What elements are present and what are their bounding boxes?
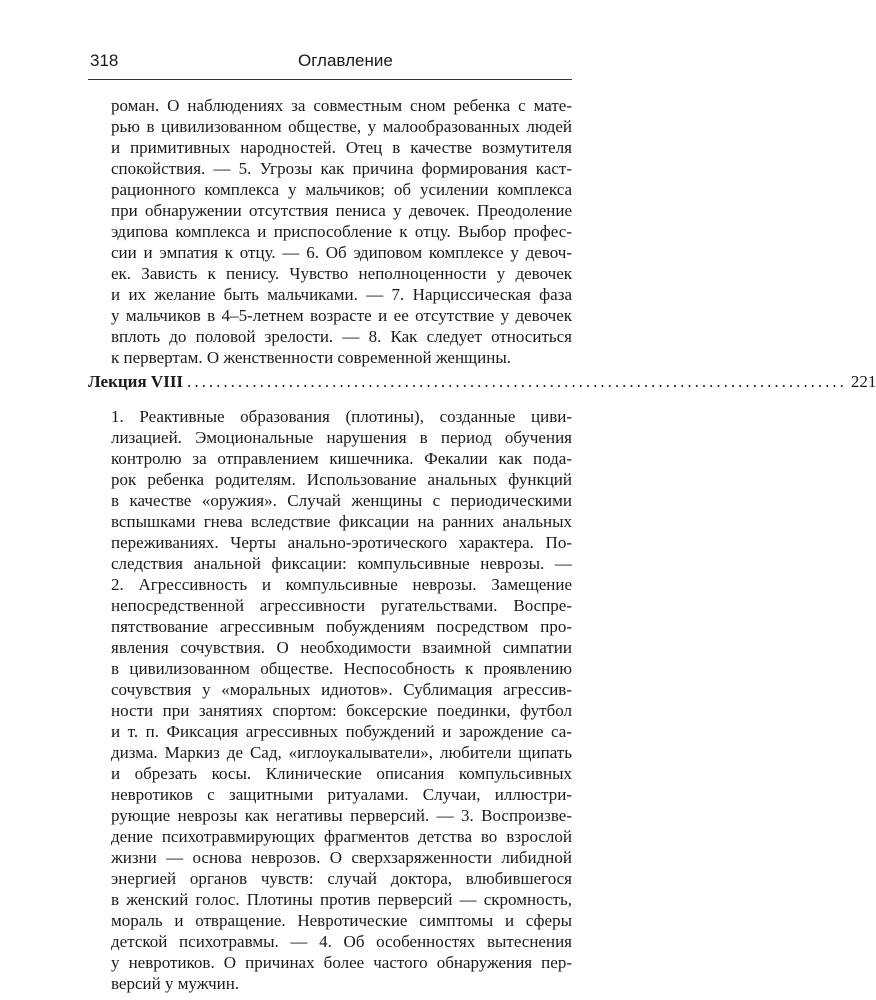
text-line: ности при занятиях спортом: боксерские поединки, футбол [111, 701, 572, 720]
header-rule [88, 79, 572, 80]
text-line: роман. О наблюдениях за совместным сном ребенка с мате- [111, 96, 572, 115]
running-head: Оглавление [298, 51, 393, 70]
text-line: в цивилизованном обществе. Неспособность к проявлению [111, 659, 572, 678]
text-line: при обнаружении отсутствия пениса у девочек. Преодоление [111, 201, 572, 220]
text-line: у невротиков. О причинах более частого обнаружения пер- [111, 953, 572, 972]
text-line: в женский голос. Плотины против перверсий — скромность, [111, 890, 572, 909]
toc-dot-leader: ........................................................................................... [187, 372, 847, 391]
text-line: спокойствия. — 5. Угрозы как причина формирования каст- [111, 159, 572, 178]
continuation-paragraph [111, 95, 572, 368]
text-line: и обрезать косы. Клинические описания компульсивных [111, 764, 572, 783]
text-line: сочувствия у «моральных идиотов». Сублимация агрессив- [111, 680, 572, 699]
text-line: дение психотравмирующих фрагментов детства во взрослой [111, 827, 572, 846]
text-line: вспышками гнева вследствие фиксации на ранних анальных [111, 512, 572, 531]
text-line: в качестве «оружия». Случай женщины с периодическими [111, 491, 572, 510]
text-line: невротиков с защитными ритуалами. Случаи, иллюстри- [111, 785, 572, 804]
text-line: рок ребенка родителям. Использование анальных функций [111, 470, 572, 489]
text-line: пятствование агрессивным побуждениям посредством про- [111, 617, 572, 636]
text-line: и примитивных народностей. Отец в качестве возмутителя [111, 138, 572, 157]
text-line: контролю за отправлением кишечника. Фекалии как пода- [111, 449, 572, 468]
page-number: 318 [90, 51, 119, 70]
text-line: следствия анальной фиксации: компульсивные неврозы. — [111, 554, 572, 573]
toc-entry-lecture-8 [88, 371, 876, 392]
toc-entry-title: Лекция VIII [88, 372, 184, 391]
text-line: и т. п. Фиксация агрессивных побуждений и зарождение са- [111, 722, 572, 741]
text-line: энергией органов чувств: случай доктора, влюбившегося [111, 869, 572, 888]
text-line: 2. Агрессивность и компульсивные неврозы. Замещение [111, 575, 572, 594]
text-line: лизацией. Эмоциональные нарушения в период обучения [111, 428, 572, 447]
text-line: рующие неврозы как негативы перверсий. — 3. Воспроизве- [111, 806, 572, 825]
text-line: рационного комплекса у мальчиков; об усилении комплекса [111, 180, 572, 199]
text-line: детской психотравмы. — 4. Об особенностях вытеснения [111, 932, 572, 951]
text-line: эдипова комплекса и приспособление к отцу. Выбор профес- [111, 222, 572, 241]
text-line: вплоть до половой зрелости. — 8. Как следует относиться [111, 327, 572, 346]
text-line: и их желание быть мальчиками. — 7. Нарциссическая фаза [111, 285, 572, 304]
toc-page-number: 221 [850, 372, 876, 391]
text-line: версий у мужчин. [111, 974, 240, 993]
text-line: ек. Зависть к пенису. Чувство неполноценности у девочек [111, 264, 572, 283]
text-line: сии и эмпатия к отцу. — 6. Об эдиповом комплексе у девоч- [111, 243, 572, 262]
text-line: рью в цивилизованном обществе, у малообразованных людей [111, 117, 572, 136]
text-line: явления сочувствия. О необходимости взаимной симпатии [111, 638, 572, 657]
text-line: дизма. Маркиз де Сад, «иглоукалыватели», любители щипать [111, 743, 572, 762]
text-line: непосредственной агрессивности ругательствами. Воспре- [111, 596, 572, 615]
text-line: у мальчиков в 4–5-летнем возрасте и ее отсутствие у девочек [111, 306, 572, 325]
text-line: переживаниях. Черты анально-эротического характера. По- [111, 533, 572, 552]
text-line: к первертам. О женственности современной женщины. [111, 348, 512, 367]
lecture-summary-paragraph [111, 406, 572, 994]
text-line: 1. Реактивные образования (плотины), созданные циви- [111, 407, 572, 426]
text-line: жизни — основа неврозов. О сверхзаряженности либидной [111, 848, 572, 867]
text-line: мораль и отвращение. Невротические симптомы и сферы [111, 911, 572, 930]
